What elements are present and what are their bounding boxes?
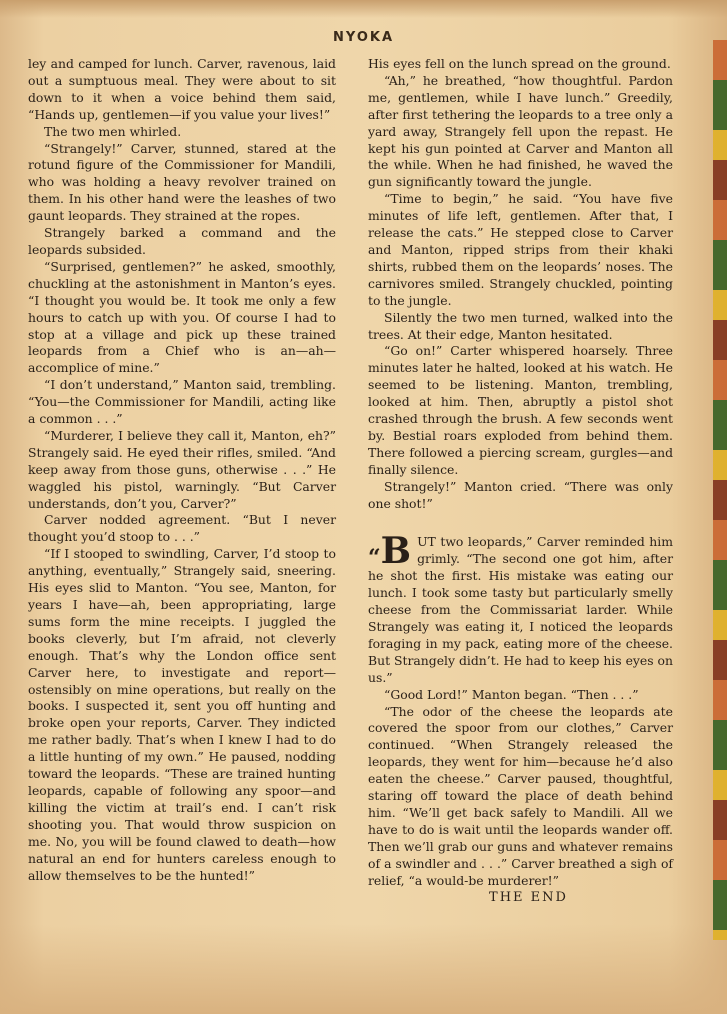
paragraph: “The odor of the cheese the leopards ate covered the spoor from our clothes,” Carver continued. “When Strangely released the leopards, they went for him—because he’d also eaten the cheese.” Carver paused, thoughtful, staring off toward the place of death behind him. “We’ll get back safely to Mandili. All we have to do is wait until the leopards wander off. Then we’ll grab our guns and whatever remains of a swindler and . . .” Carver breathed a sigh of relief, “a would-be murderer!” xyxy=(368,703,673,888)
paragraph: ley and camped for lunch. Carver, ravenous, laid out a sumptuous meal. They were about to sit down to it when a voice behind them said, “Hands up, gentlemen—if you value your lives!” xyxy=(28,56,336,122)
paragraph: Silently the two men turned, walked into the trees. At their edge, Manton hesitated. xyxy=(368,309,673,342)
dropcap-text: UT two leopards,” Carver reminded him grimly. “The second one got him, after he shot the first. His mistake was eating our lunch. I took some tasty but particularly smelly cheese from the Commissariat larder. While Strangely was eating it, I noticed the leopards foraging in my pack, eating more of the cheese. But Strangely didn’t. He had to keep his eyes on us.” xyxy=(368,534,673,685)
dropcap-quote: “ xyxy=(368,545,381,572)
paper-edge-top xyxy=(0,0,727,18)
the-end-label: THE END xyxy=(489,889,568,905)
paragraph: “I don’t understand,” Manton said, trembling. “You—the Commissioner for Mandili, acting like a common . . .” xyxy=(28,377,336,427)
adjacent-page-art-strip xyxy=(713,40,727,940)
paragraph: “Surprised, gentlemen?” he asked, smoothly, chuckling at the astonishment in Manton’s eyes. “I thought you would be. It took me only a few hours to catch up with you. Of course I had to stop at a village and pick up these trained leopards from a Chief who is an—ah—accomplice of mine.” xyxy=(28,258,336,376)
dropcap-paragraph xyxy=(368,530,673,686)
paragraph: “If I stooped to swindling, Carver, I’d stoop to anything, eventually,” Strangely said, sneering. His eyes slid to Manton. “You see, Manton, for years I have—ah, been appropriating, large sums form the mine receipts. I juggled the books cleverly, but I’m afraid, not cleverly enough. That’s why the London office sent Carver here, to investigate and report—ostensibly on mine operations, but really on the books. I suspected it, sent you off hunting and broke open your reports, Carver. They indicted me rather badly. That’s when I knew I had to do a little hunting of my own.” He paused, nodding toward the leopards. “These are trained hunting leopards, capable of following any spoor—and killing the victim at trail’s end. I can’t risk shooting you. That would throw suspicion on me. No, you will be found clawed to death—how natural an end for hunters careless enough to allow themselves to be the hunted!” xyxy=(28,546,336,883)
paragraph: Strangely!” Manton cried. “There was only one shot!” xyxy=(368,478,673,511)
left-column xyxy=(28,56,336,884)
paragraph: “Good Lord!” Manton began. “Then . . .” xyxy=(384,686,639,702)
paragraph: Carver nodded agreement. “But I never thought you’d stoop to . . .” xyxy=(28,512,336,545)
dropcap-block xyxy=(368,530,412,573)
dropcap-letter: B xyxy=(380,530,412,573)
paragraph: “Strangely!” Carver, stunned, stared at the rotund figure of the Commissioner for Mandili, who was holding a heavy revolver trained on them. In his other hand were the leashes of two gaunt leopards. They strained at the ropes. xyxy=(28,140,336,224)
right-column xyxy=(368,56,673,906)
page-header: NYOKA xyxy=(332,30,395,45)
paragraph: “Time to begin,” he said. “You have five minutes of life left, gentlemen. After that, I release the cats.” He stepped close to Carver and Manton, ripped strips from their khaki shirts, rubbed them on the leopards’ noses. The carnivores smiled. Strangely chuckled, pointing to the jungle. xyxy=(368,191,673,308)
paragraph: Strangely barked a command and the leopards subsided. xyxy=(28,225,336,257)
paragraph: “Go on!” Carter whispered hoarsely. Three minutes later he halted, looked at his watch. He seemed to be listening. Manton, trembling, looked at him. Then, abruptly a pistol shot crashed through the brush. A few seconds went by. Bestial roars exploded from behind them. There followed a piercing scream, gurgles—and finally silence. xyxy=(368,343,673,477)
paragraph: The two men whirled. xyxy=(44,123,182,139)
paragraph: “Murderer, I believe they call it, Manton, eh?” Strangely said. He eyed their rifles, smiled. “And keep away from those guns, otherwise . . .” He waggled his pistol, warningly. “But Carver understands, don’t you, Carver?” xyxy=(28,427,336,511)
paragraph: “Ah,” he breathed, “how thoughtful. Pardon me, gentlemen, while I have lunch.” Greedily, after first tethering the leopards to a tree only a yard away, Strangely fell upon the repast. He kept his gun pointed at Carver and Manton all the while. When he had finished, he waved the gun significantly toward the jungle. xyxy=(368,72,673,190)
paragraph: His eyes fell on the lunch spread on the ground. xyxy=(368,56,671,71)
paper-edge-bottom xyxy=(0,924,727,1014)
